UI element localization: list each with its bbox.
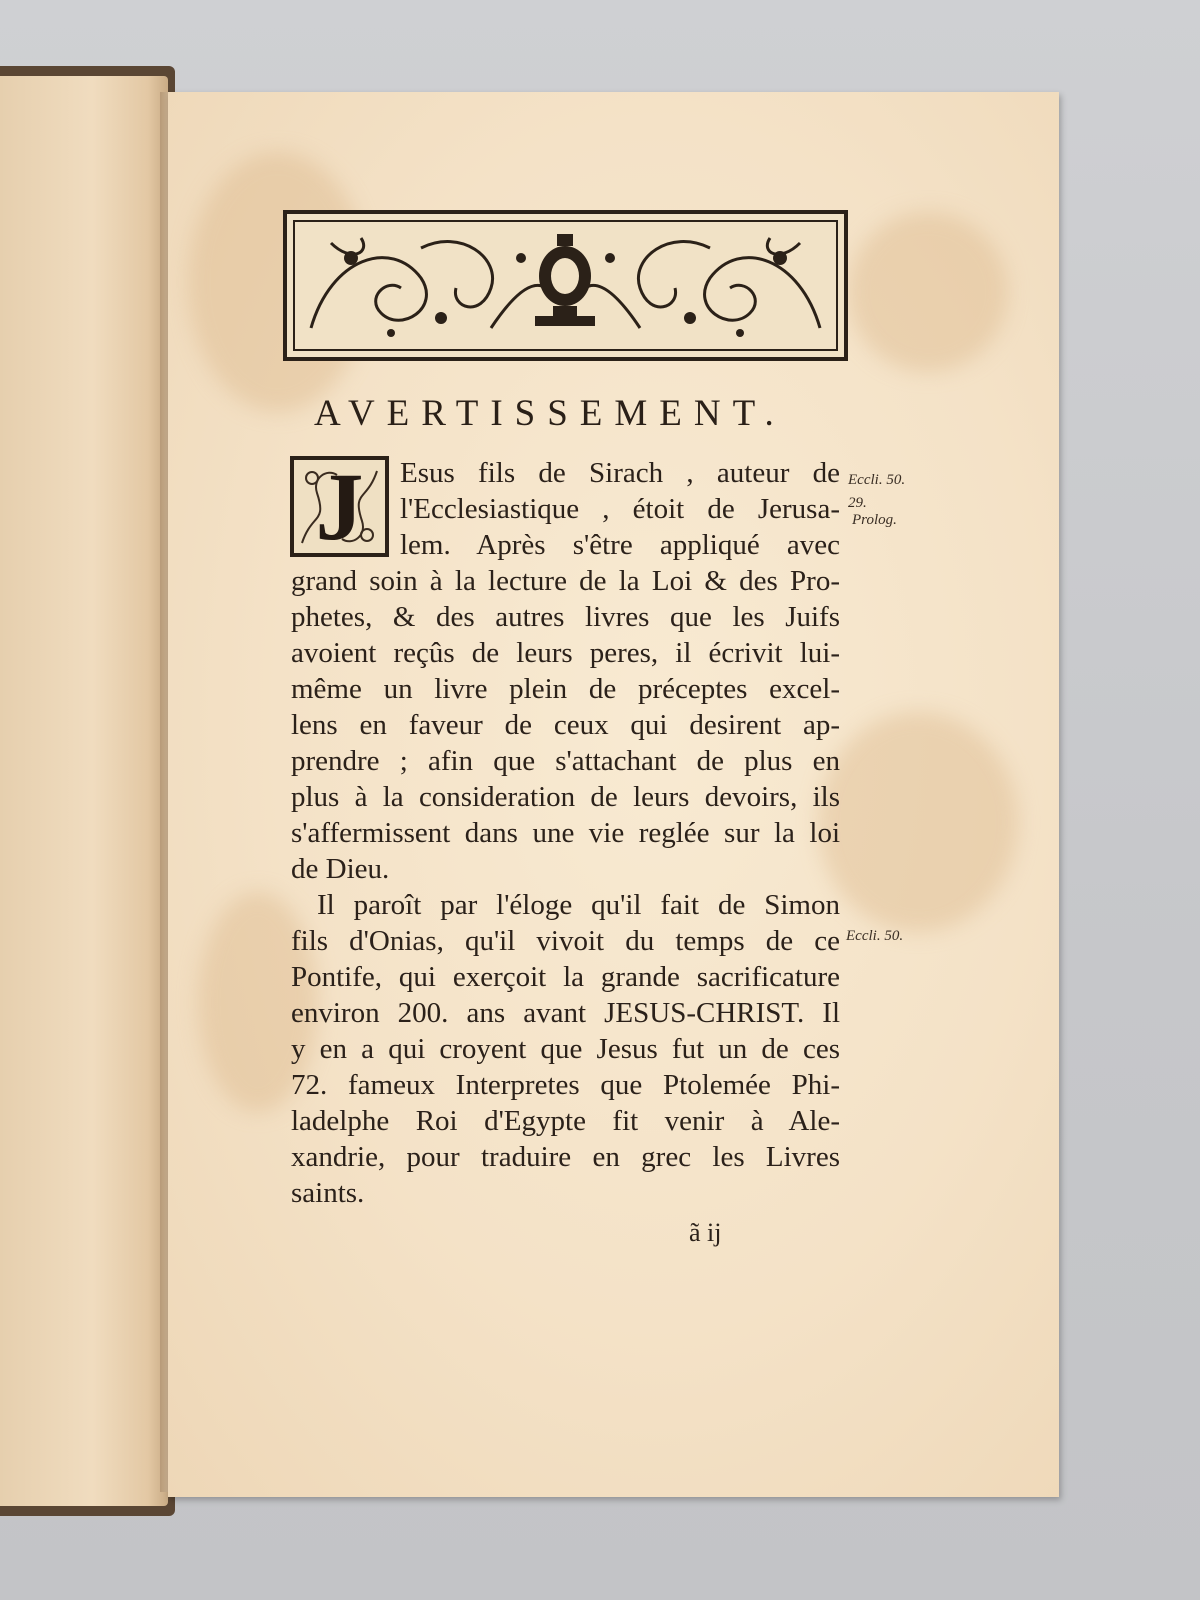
text-line: Esus fils de Sirach , auteur de xyxy=(400,457,840,489)
text-line: y en a qui croyent que Jesus fut un de ces xyxy=(291,1033,840,1065)
text-line: avoient reçûs de leurs peres, il écrivit lui- xyxy=(291,637,840,669)
margin-reference: 29. xyxy=(848,495,867,511)
margin-reference: Prolog. xyxy=(852,512,897,528)
text-line: phetes, & des autres livres que les Juifs xyxy=(291,601,840,633)
text-line: même un livre plein de préceptes excel- xyxy=(291,673,840,705)
text-line: lem. Après s'être appliqué avec xyxy=(400,529,840,561)
text-line: plus à la consideration de leurs devoirs, ils xyxy=(291,781,840,813)
text-line: lens en faveur de ceux qui desirent ap- xyxy=(291,709,840,741)
text-line: de Dieu. xyxy=(291,853,390,885)
text-line: fils d'Onias, qu'il vivoit du temps de ce xyxy=(291,925,840,957)
ornamental-dropcap xyxy=(290,453,389,560)
ornamental-headpiece xyxy=(283,210,848,361)
left-page xyxy=(0,76,168,1506)
margin-reference: Eccli. 50. xyxy=(846,928,904,944)
text-line: saints. xyxy=(291,1177,365,1209)
text-line: environ 200. ans avant JESUS-CHRIST. Il xyxy=(291,997,840,1029)
paper-stain xyxy=(848,212,1008,372)
margin-reference: Eccli. 50. xyxy=(848,472,906,488)
text-line: prendre ; afin que s'attachant de plus en xyxy=(291,745,840,777)
text-line: grand soin à la lecture de la Loi & des Pro- xyxy=(291,565,840,597)
page-title: AVERTISSEMENT. xyxy=(314,393,786,434)
text-line: ladelphe Roi d'Egypte fit venir à Ale- xyxy=(291,1105,840,1137)
floral-ornament-icon xyxy=(291,218,840,353)
text-line: xandrie, pour traduire en grec les Livres xyxy=(291,1141,840,1173)
text-line: s'affermissent dans une vie reglée sur la loi xyxy=(291,817,840,849)
text-line: Pontife, qui exerçoit la grande sacrificature xyxy=(291,961,840,993)
text-line: 72. fameux Interpretes que Ptolemée Phi- xyxy=(291,1069,840,1101)
paper-stain xyxy=(818,712,1018,932)
signature-mark: ã ij xyxy=(689,1218,722,1247)
text-line: l'Ecclesiastique , étoit de Jerusa- xyxy=(400,493,840,525)
text-line: Il paroît par l'éloge qu'il fait de Simon xyxy=(317,889,840,921)
dropcap-letter: J xyxy=(315,453,364,560)
